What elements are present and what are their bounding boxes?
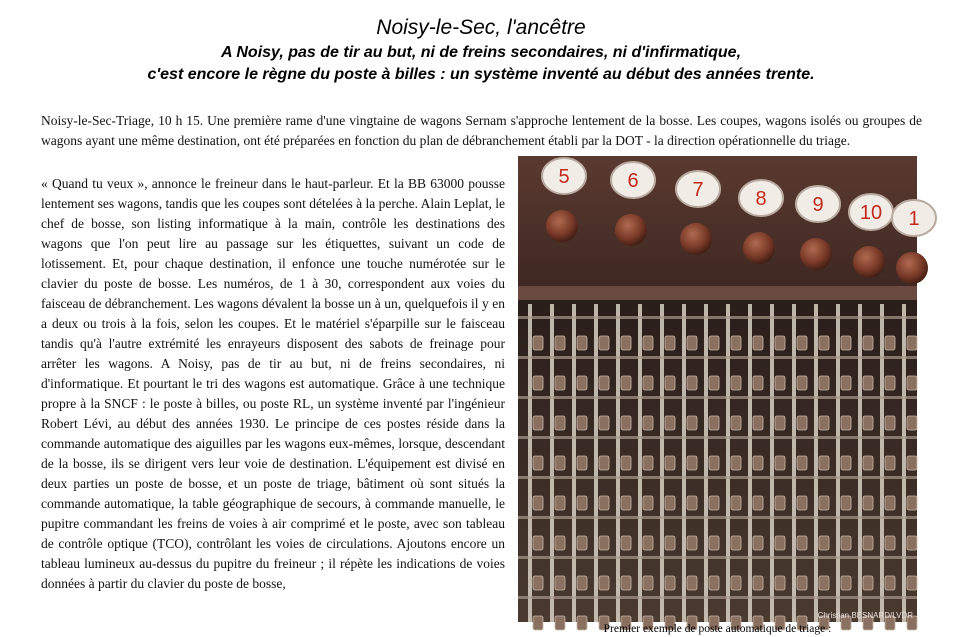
- rod: [528, 304, 532, 622]
- rod: [682, 304, 686, 622]
- relay: [841, 456, 851, 470]
- article-title: Noisy-le-Sec, l'ancêtre: [376, 16, 586, 39]
- rod: [704, 304, 708, 622]
- svg-text:5: 5: [558, 166, 570, 188]
- relay: [665, 496, 675, 510]
- rack-bar: [518, 356, 917, 359]
- relay: [709, 536, 719, 550]
- relay: [841, 536, 851, 550]
- relay: [797, 456, 807, 470]
- knob: [896, 252, 928, 284]
- relay: [577, 496, 587, 510]
- relay: [863, 496, 873, 510]
- relay: [533, 376, 543, 390]
- relay: [819, 416, 829, 430]
- relay: [599, 496, 609, 510]
- relay: [643, 496, 653, 510]
- relay: [687, 376, 697, 390]
- knob: [615, 214, 647, 246]
- ball-relay-machine-photo: [518, 156, 920, 622]
- svg-text:1: 1: [908, 208, 920, 230]
- dial-10: [849, 194, 893, 230]
- machine-photo: [518, 156, 920, 622]
- relay: [709, 456, 719, 470]
- relay: [665, 336, 675, 350]
- rod: [550, 304, 554, 622]
- relay: [709, 376, 719, 390]
- relay: [599, 336, 609, 350]
- relay: [577, 336, 587, 350]
- relay: [599, 576, 609, 590]
- relay: [621, 496, 631, 510]
- relay: [687, 536, 697, 550]
- relay: [841, 336, 851, 350]
- relay: [687, 416, 697, 430]
- relay: [863, 376, 873, 390]
- relay: [731, 336, 741, 350]
- photo-credit: Christian BESNARD/LVDR: [817, 611, 913, 620]
- svg-text:7: 7: [692, 179, 704, 201]
- relay: [577, 536, 587, 550]
- relay: [863, 336, 873, 350]
- svg-text:9: 9: [812, 194, 824, 216]
- relay: [533, 336, 543, 350]
- relay: [599, 456, 609, 470]
- relay: [665, 576, 675, 590]
- relay: [643, 376, 653, 390]
- relay: [621, 416, 631, 430]
- relay: [819, 336, 829, 350]
- relay: [665, 536, 675, 550]
- relay: [907, 496, 917, 510]
- relay: [885, 336, 895, 350]
- relay: [621, 456, 631, 470]
- relay: [621, 536, 631, 550]
- relay: [577, 456, 587, 470]
- relay: [841, 576, 851, 590]
- relay: [731, 416, 741, 430]
- relay: [533, 536, 543, 550]
- rod: [792, 304, 796, 622]
- relay: [731, 456, 741, 470]
- relay: [709, 576, 719, 590]
- relay: [533, 576, 543, 590]
- relay: [819, 536, 829, 550]
- relay: [819, 456, 829, 470]
- rod: [880, 304, 884, 622]
- rack-bar: [518, 316, 917, 319]
- relay: [841, 496, 851, 510]
- relay: [555, 336, 565, 350]
- relay: [555, 576, 565, 590]
- rack-bar: [518, 396, 917, 399]
- relay: [775, 496, 785, 510]
- knob: [680, 223, 712, 255]
- relay: [775, 416, 785, 430]
- relay: [687, 336, 697, 350]
- article-subtitle-line-1: A Noisy, pas de tir au but, ni de freins secondaires, ni d'infirmatique,: [220, 44, 742, 61]
- photo-caption: Premier exemple de poste automatique de triage :: [603, 623, 832, 635]
- svg-text:6: 6: [627, 170, 639, 192]
- rod: [638, 304, 642, 622]
- relay: [885, 376, 895, 390]
- relay: [687, 576, 697, 590]
- relay: [687, 496, 697, 510]
- relay: [599, 376, 609, 390]
- relay: [819, 496, 829, 510]
- relay: [555, 376, 565, 390]
- relay: [753, 576, 763, 590]
- rack-bar: [518, 476, 917, 479]
- relay: [643, 536, 653, 550]
- relay: [775, 576, 785, 590]
- relay: [621, 576, 631, 590]
- rod: [572, 304, 576, 622]
- relay: [577, 576, 587, 590]
- rod: [902, 304, 906, 622]
- rod: [660, 304, 664, 622]
- relay: [709, 336, 719, 350]
- relay: [731, 536, 741, 550]
- relay: [753, 496, 763, 510]
- dial-6: [611, 162, 655, 198]
- knob: [546, 210, 578, 242]
- relay: [533, 416, 543, 430]
- rack-bar: [518, 516, 917, 519]
- relay: [797, 576, 807, 590]
- relay: [753, 376, 763, 390]
- relay: [863, 536, 873, 550]
- relay: [621, 376, 631, 390]
- relay: [533, 456, 543, 470]
- relay: [863, 576, 873, 590]
- relay: [753, 536, 763, 550]
- relay: [841, 416, 851, 430]
- relay: [819, 576, 829, 590]
- rod: [814, 304, 818, 622]
- relay: [907, 336, 917, 350]
- relay: [797, 416, 807, 430]
- relay: [731, 576, 741, 590]
- relay: [643, 336, 653, 350]
- relay: [885, 416, 895, 430]
- relay: [643, 456, 653, 470]
- relay: [797, 376, 807, 390]
- body-column-paragraph: « Quand tu veux », annonce le freineur dans le haut-parleur. Et la BB 63000 pousse lentement ses wagons, tandis que les coupes sont dételées à la perche. Alain Leplat, le chef de bosse, son listing informatique à la main, contrôle les destinations des wagons que l'on peut lire au passage sur les étiquettes, suivant un code de lotissement. Et, pour chaque destination, il enfonce une touche numérotée sur le clavier du poste de bosse. Les numéros, de 1 à 30, correspondent aux voies du faisceau de débranchement. Les wagons dévalent la bosse un à un, quelquefois il y en a deux ou trois à la fois, selon les coupes. Et le matériel s'éparpille sur le faisceau tandis qu'à l'autre extrémité les enrayeurs disposent des sabots de freinage pour arrêter les wagons. A Noisy, pas de tir au but, ni de freins secondaires, ni d'informatique. Et pourtant le tri des wagons est automatique. Grâce à une technique propre à la SNCF : le poste à billes, ou poste RL, un système inventé par l'ingénieur Robert Lévi, au début des années 1930. Le principe de ces postes réside dans la commande automatique des aiguilles par les wagons eux-mêmes, lorsque, descendant de la bosse, ils se dirigent vers leur voie de destination. L'équipement est divisé en deux parties un poste de bosse, et un poste de triage, bâtiment où sont situés la commande automatique, la table géographique de secours, à commande manuelle, le pupitre commandant les freins de voies à air comprimé et le poste, avec son tableau de contrôle optique (TCO), contrôlant les voies de circulations. Ajoutons encore un tableau lumineux au-dessus du pupitre du freineur ; il répète les indications de voies données à partir du clavier du poste de bosse,: [41, 176, 505, 591]
- rod: [726, 304, 730, 622]
- relay: [709, 496, 719, 510]
- svg-text:8: 8: [755, 188, 767, 210]
- relay: [731, 376, 741, 390]
- relay: [577, 416, 587, 430]
- relay: [533, 496, 543, 510]
- relay: [643, 416, 653, 430]
- relay: [797, 536, 807, 550]
- relay: [797, 496, 807, 510]
- dial-7: [676, 171, 720, 207]
- rod: [616, 304, 620, 622]
- relay: [709, 416, 719, 430]
- relay: [599, 536, 609, 550]
- relay: [643, 576, 653, 590]
- knob: [800, 238, 832, 270]
- svg-text:10: 10: [859, 202, 883, 224]
- dial-5: [542, 158, 586, 194]
- relay: [731, 496, 741, 510]
- relay: [753, 456, 763, 470]
- relay: [775, 536, 785, 550]
- article-subtitle-line-2: c'est encore le règne du poste à billes : un système inventé au début des années trente.: [147, 66, 815, 83]
- relay: [819, 376, 829, 390]
- relay: [665, 376, 675, 390]
- relay: [555, 496, 565, 510]
- relay: [907, 456, 917, 470]
- relay: [687, 456, 697, 470]
- relay: [775, 456, 785, 470]
- relay: [555, 416, 565, 430]
- relay: [885, 576, 895, 590]
- relay: [907, 416, 917, 430]
- relay: [753, 336, 763, 350]
- knob: [743, 232, 775, 264]
- relay: [797, 336, 807, 350]
- rod: [858, 304, 862, 622]
- relay: [775, 376, 785, 390]
- rod: [748, 304, 752, 622]
- relay: [907, 376, 917, 390]
- relay: [885, 496, 895, 510]
- rack-bar: [518, 436, 917, 439]
- intro-paragraph: Noisy-le-Sec-Triage, 10 h 15. Une première rame d'une vingtaine de wagons Sernam s'approche lentement de la bosse. Les coupes, wagons isolés ou groupes de wagons ayant une même destination, ont été préparées en fonction du plan de débranchement établi par la DOT - la direction opérationnelle du triage.: [41, 113, 922, 148]
- relay: [599, 416, 609, 430]
- rod: [770, 304, 774, 622]
- relay: [665, 416, 675, 430]
- relay: [841, 376, 851, 390]
- relay: [885, 456, 895, 470]
- relay: [907, 536, 917, 550]
- relay: [665, 456, 675, 470]
- dial-8: [739, 180, 783, 216]
- relay: [577, 376, 587, 390]
- relay: [863, 456, 873, 470]
- rack-bar: [518, 596, 917, 599]
- dial-1: [892, 200, 936, 236]
- relay: [753, 416, 763, 430]
- rod: [836, 304, 840, 622]
- relay: [621, 336, 631, 350]
- relay: [907, 576, 917, 590]
- knob: [853, 246, 885, 278]
- relay: [775, 336, 785, 350]
- relay: [885, 536, 895, 550]
- relay: [863, 416, 873, 430]
- rack-bar: [518, 556, 917, 559]
- relay: [555, 456, 565, 470]
- relay: [555, 536, 565, 550]
- dial-9: [796, 186, 840, 222]
- rod: [594, 304, 598, 622]
